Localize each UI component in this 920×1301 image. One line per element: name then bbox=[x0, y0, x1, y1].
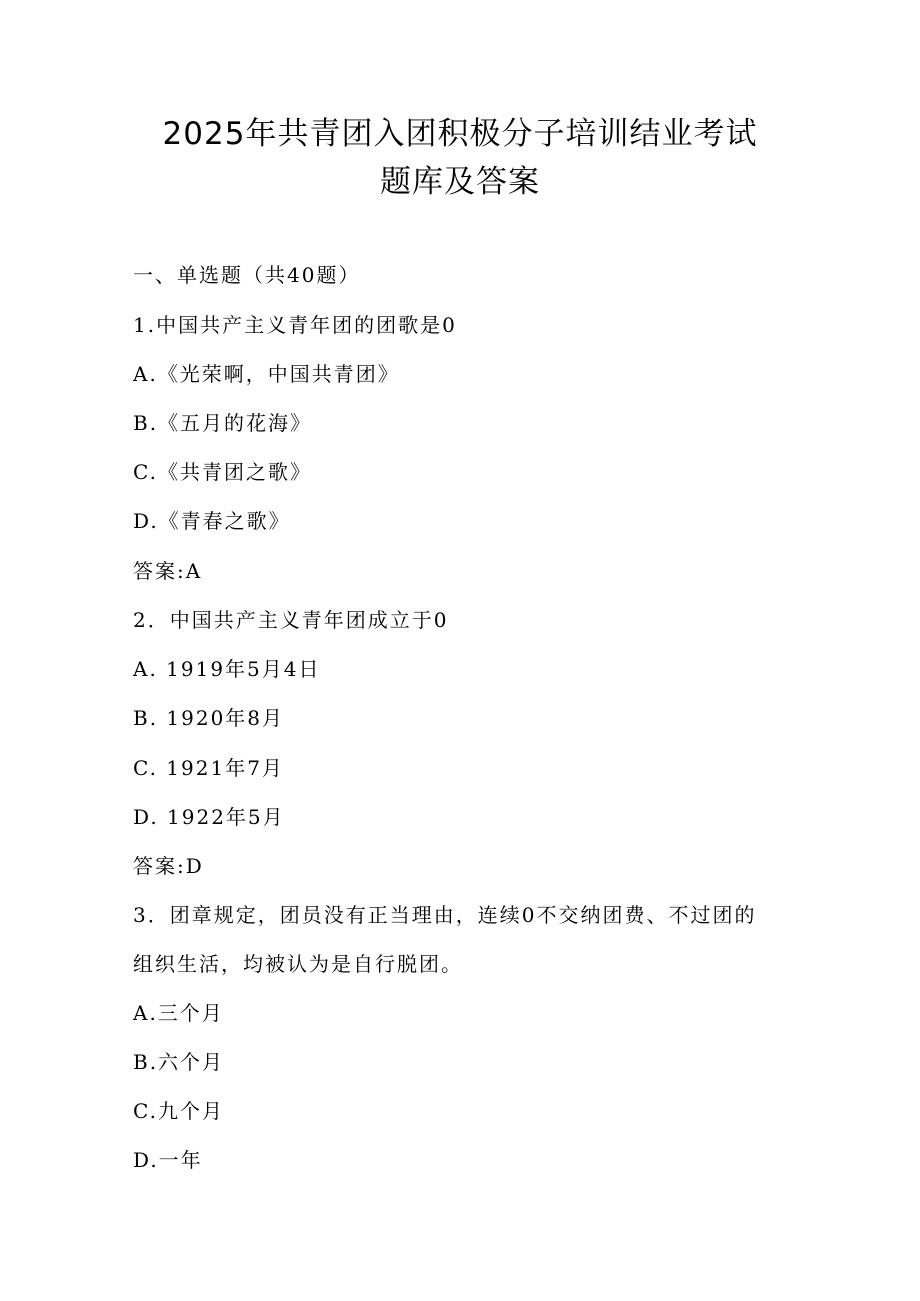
section-heading: 一、单选题（共40题） bbox=[133, 263, 361, 287]
question-1-option-c: C.《共青团之歌》 bbox=[133, 460, 312, 484]
question-3-option-b: B.六个月 bbox=[133, 1050, 225, 1074]
question-2-answer: 答案:D bbox=[133, 854, 204, 878]
document-title-line-2: 题库及答案 bbox=[380, 164, 540, 200]
question-3-stem-line-2: 组织生活，均被认为是自行脱团。 bbox=[133, 952, 463, 976]
question-3-option-a: A.三个月 bbox=[133, 1001, 224, 1025]
question-2-stem: 2．中国共产主义青年团成立于0 bbox=[133, 608, 449, 632]
question-2-option-b: B. 1920年8月 bbox=[133, 706, 285, 730]
question-3-option-d: D.一年 bbox=[133, 1148, 203, 1172]
question-1-stem: 1.中国共产主义青年团的团歌是0 bbox=[133, 313, 457, 337]
question-3-option-c: C.九个月 bbox=[133, 1099, 224, 1123]
question-2-option-a: A. 1919年5月4日 bbox=[133, 657, 321, 681]
question-2-option-d: D. 1922年5月 bbox=[133, 805, 285, 829]
question-2-option-c: C. 1921年7月 bbox=[133, 756, 284, 780]
question-1-answer: 答案:A bbox=[133, 559, 203, 583]
question-1-option-a: A.《光荣啊，中国共青团》 bbox=[133, 362, 400, 386]
question-1-option-b: B.《五月的花海》 bbox=[133, 411, 313, 435]
question-3-stem-line-1: 3．团章规定，团员没有正当理由，连续0不交纳团费、不过团的 bbox=[133, 903, 757, 927]
question-1-option-d: D.《青春之歌》 bbox=[133, 509, 291, 533]
document-title-line-1: 2025年共青团入团积极分子培训结业考试 bbox=[162, 116, 758, 152]
